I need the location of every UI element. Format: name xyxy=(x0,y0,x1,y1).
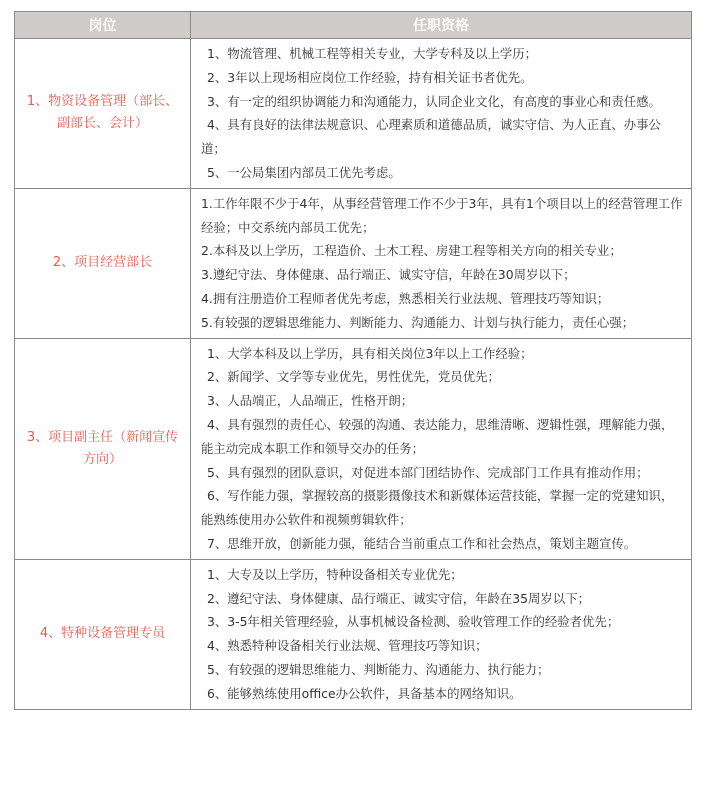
requirements-cell xyxy=(191,188,692,338)
header-position: 岗位 xyxy=(15,12,191,39)
position-cell: 2、项目经营部长 xyxy=(15,188,191,338)
requirements-cell xyxy=(191,338,692,559)
requirements-cell xyxy=(191,39,692,189)
requirement-item: 4、熟悉特种设备相关行业法规、管理技巧等知识； xyxy=(207,638,488,654)
requirement-item: 3.遵纪守法、身体健康、品行端正、诚实守信，年龄在30周岁以下； xyxy=(201,267,576,283)
requirement-item: 5.有较强的逻辑思维能力、判断能力、沟通能力、计划与执行能力，责任心强； xyxy=(201,314,635,330)
header-requirements: 任职资格 xyxy=(191,12,692,39)
table-row xyxy=(15,559,692,709)
table-row xyxy=(15,39,692,189)
requirement-item: 1、大学本科及以上学历，具有相关岗位3年以上工作经验； xyxy=(207,345,533,361)
requirement-item: 2、3年以上现场相应岗位工作经验，持有相关证书者优先。 xyxy=(207,69,533,85)
requirement-item: 5、有较强的逻辑思维能力、判断能力、沟通能力、执行能力； xyxy=(207,661,550,677)
requirement-item: 5、一公局集团内部员工优先考虑。 xyxy=(207,164,401,180)
requirement-item: 6、能够熟练使用office办公软件，具备基本的网络知识。 xyxy=(207,685,522,701)
requirement-item: 1、大专及以上学历，特种设备相关专业优先； xyxy=(207,566,463,582)
table-row xyxy=(15,188,692,338)
requirement-item: 7、思维开放，创新能力强，能结合当前重点工作和社会热点，策划主题宣传。 xyxy=(207,535,637,551)
requirement-item: 5、具有强烈的团队意识，对促进本部门团结协作、完成部门工作具有推动作用； xyxy=(207,464,649,480)
position-cell: 3、项目副主任（新闻宣传方向） xyxy=(15,338,191,559)
requirement-item: 2、遵纪守法、身体健康、品行端正、诚实守信，年龄在35周岁以下； xyxy=(207,590,590,606)
requirement-item: 4.拥有注册造价工程师者优先考虑，熟悉相关行业法规、管理技巧等知识； xyxy=(201,290,610,306)
requirements-cell xyxy=(191,559,692,709)
requirement-item: 3、3-5年相关管理经验，从事机械设备检测、验收管理工作的经验者优先； xyxy=(207,614,620,630)
requirement-item: 3、有一定的组织协调能力和沟通能力，认同企业文化，有高度的事业心和责任感。 xyxy=(207,93,661,109)
position-cell: 1、物资设备管理（部长、副部长、会计） xyxy=(15,39,191,189)
requirement-item: 2、新闻学、文学等专业优先，男性优先，党员优先； xyxy=(207,369,500,385)
table-row xyxy=(15,338,692,559)
table-header-row xyxy=(15,12,692,39)
position-cell: 4、特种设备管理专员 xyxy=(15,559,191,709)
requirement-item: 4、具有强烈的责任心、较强的沟通、表达能力，思维清晰、逻辑性强，理解能力强，能主动完成本职工作和领导交办的任务； xyxy=(201,416,674,456)
requirement-item: 3、人品端正，人品端正，性格开朗； xyxy=(207,393,414,409)
requirement-item: 4、具有良好的法律法规意识、心理素质和道德品质，诚实守信、为人正直、办事公道； xyxy=(201,117,661,157)
requirement-item: 6、写作能力强，掌握较高的摄影摄像技术和新媒体运营技能，掌握一定的党建知识，能熟练使用办公软件和视频剪辑软件； xyxy=(201,488,674,528)
requirement-item: 1.工作年限不少于4年，从事经营管理工作不少于3年，具有1个项目以上的经营管理工作经验；中交系统内部员工优先； xyxy=(201,195,683,235)
requirement-item: 1、物流管理、机械工程等相关专业，大学专科及以上学历； xyxy=(207,46,538,61)
requirement-item: 2.本科及以上学历，工程造价、土木工程、房建工程等相关方向的相关专业； xyxy=(201,243,622,259)
job-requirements-table xyxy=(14,11,692,710)
